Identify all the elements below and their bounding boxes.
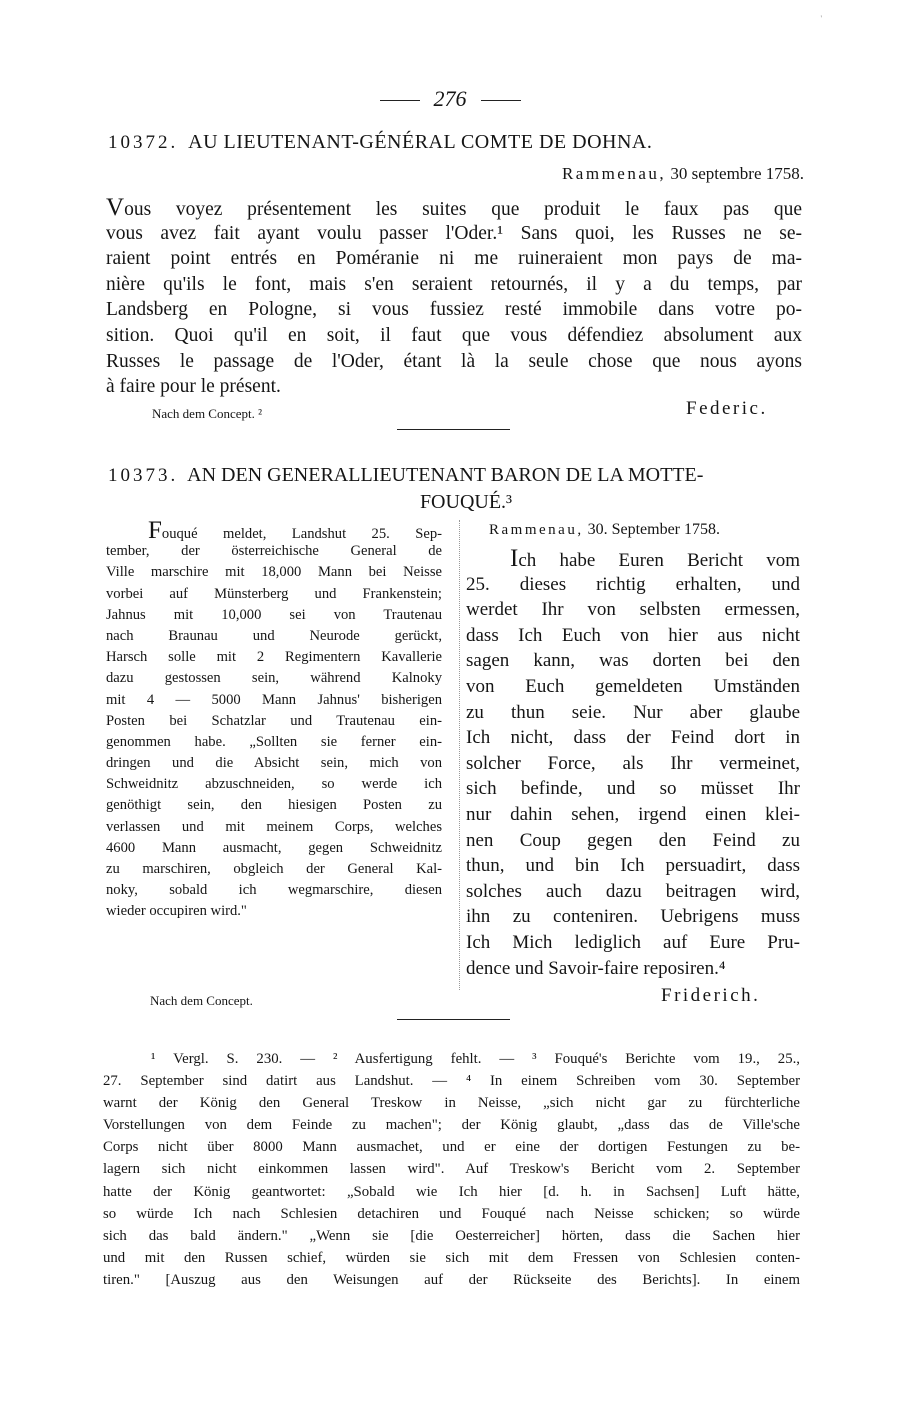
source-note: Nach dem Concept. ² [152, 406, 263, 421]
margin-mark: ' [820, 14, 822, 23]
footnote-line: lagern sich nicht einkommen lassen wird". Auf Treskow's Bericht vom 2. September [103, 1161, 800, 1178]
letter-body [106, 195, 802, 400]
body-line: dence und Savoir-faire reposiren.⁴ [466, 957, 726, 979]
summary-line: Harsch solle mit 2 Regimentern Kavallerie [106, 649, 442, 666]
summary-line: zu marschiren, obgleich der General Kal- [106, 861, 442, 877]
body-line: zu thun seie. Nur aber glaube [466, 701, 800, 723]
body-line: nur dahin sehen, irgend einen klei- [466, 803, 800, 825]
summary-line: Fouqué meldet, Landshut 25. Sep- [148, 517, 442, 544]
summary-line: vorbei auf Münsterberg und Frankenstein; [106, 585, 442, 602]
summary-line: verlassen und mit meinem Corps, welches [106, 818, 442, 835]
body-line: Ich Mich lediglich auf Eure Pru- [466, 931, 800, 953]
summary-line: Ville marschire mit 18,000 Mann bei Neisse [106, 564, 442, 581]
body-line: thun, und bin Ich persuadirt, dass [466, 855, 800, 877]
body-line: nen Coup gegen den Feind zu [466, 829, 800, 851]
body-line: Landsberg en Pologne, si vous fussiez resté immobile dans votre po- [106, 299, 802, 321]
body-line: sagen kann, was dorten bei den [466, 650, 800, 672]
dateline-date: 30 septembre 1758. [670, 164, 804, 183]
footnote-line: Vorstellungen von dem Feinde zu machen"; der König glaubt, „dass das de Ville'sche [103, 1117, 800, 1134]
body-line: ihn zu conteniren. Uebrigens muss [466, 906, 800, 928]
body-line: raient point entrés en Poméranie ni me ruineraient mon pays de ma- [106, 248, 802, 270]
body-line: solcher Force, als Ihr vermeinet, [466, 752, 800, 774]
letter-recipient: AU LIEUTENANT-GÉNÉRAL COMTE DE DOHNA. [188, 131, 653, 153]
summary-line: genommen habe. „Sollten sie ferner ein- [106, 733, 442, 750]
body-line: vous avez fait ayant voulu passer l'Oder.¹ Sans quoi, les Russes ne se- [106, 222, 802, 244]
letter-recipient-cont: FOUQUÉ.³ [419, 491, 513, 513]
footnote-line: warnt der König den General Treskow in Neisse, „sich nicht gar zu fürchterliche [103, 1095, 800, 1112]
dateline-place: Rammenau, [561, 164, 667, 183]
body-line: 25. dieses richtig erhalten, und [466, 573, 800, 595]
summary-line: genöthigt sein, den hiesigen Posten zu [106, 797, 442, 814]
footnote-line: so würde Ich nach Schlesien detachiren und Fouqué nach Neisse schicken; so würde [103, 1205, 800, 1222]
initial-capital: I [510, 545, 519, 572]
summary-line: nach Braunau und Neurode gerückt, [106, 627, 442, 644]
letter-heading [108, 131, 652, 154]
section-divider [397, 429, 510, 430]
letter-heading [108, 462, 804, 515]
body-line: Vous voyez présentement les suites que produit le faux pas que [106, 194, 802, 221]
summary-line: wieder occupiren wird." [106, 903, 247, 920]
column-divider [459, 520, 460, 990]
footnote-line: ¹ Vergl. S. 230. — ² Ausfertigung fehlt. — ³ Fouqué's Berichte vom 19., 25., [151, 1051, 800, 1067]
page-number-dash-left [380, 100, 420, 101]
summary-line: noky, sobald ich wegmarschire, diesen [106, 882, 442, 899]
initial-capital: V [106, 194, 125, 221]
summary-line: mit 4 — 5000 Mann Jahnus' bisherigen [106, 691, 442, 708]
dateline-date: 30. September 1758. [587, 521, 720, 538]
page-number [0, 86, 900, 112]
summary-line: Posten bei Schatzlar und Trautenau ein- [106, 712, 442, 729]
footnote-line: und mit den Russen schief, würden sie sich mit dem Fressen von Schlesien conten- [103, 1249, 800, 1266]
letter-heading-line [108, 462, 804, 489]
footnote-line: tiren." [Auszug aus den Weisungen auf der Rückseite des Berichts]. In einem [103, 1271, 800, 1288]
source-note: Nach dem Concept. [150, 993, 253, 1008]
footnote-line: 27. September sind datirt aus Landshut. — ⁴ In einem Schreiben vom 30. September [103, 1073, 800, 1090]
body-line: nière qu'ils le font, mais s'en seraient retournés, il y a du temps, par [106, 273, 802, 295]
summary-column [106, 517, 442, 923]
body-line: sich befinde, und so müsset Ihr [466, 778, 800, 800]
letter-body [466, 546, 800, 981]
body-line: Russes le passage de l'Oder, étant là la seule chose que nous ayons [106, 350, 802, 372]
footnotes [103, 1048, 800, 1291]
signature: Federic. [686, 398, 768, 419]
section-divider [397, 1019, 510, 1020]
body-line: sition. Quoi qu'il en soit, il faut que vous défendiez absolument aux [106, 324, 802, 346]
body-line: à faire pour le présent. [106, 376, 281, 398]
footnote-line: hatte der König geantwortet: „Sobald wie Ich hier [d. h. in Sachsen] Luft hätte, [103, 1183, 800, 1200]
dateline-place: Rammenau, [489, 522, 584, 538]
summary-line: dazu gestossen sein, während Kalnoky [106, 670, 442, 687]
letter-number: 10373. [108, 465, 179, 486]
page-number-dash-right [481, 100, 521, 101]
footnote-line: sich das bald ändern." „Wenn sie [die Oesterreicher] hörten, dass die Sachen hier [103, 1227, 800, 1244]
body-line: werdet Ihr von selbsten ermessen, [466, 599, 800, 621]
letter-recipient: AN DEN GENERALLIEUTENANT BARON DE LA MOTTE- [187, 464, 704, 486]
body-line: dass Ich Euch von hier aus nicht [466, 624, 800, 646]
letter-number: 10372. [108, 132, 179, 153]
body-line: von Euch gemeldeten Umständen [466, 675, 800, 697]
summary-line: Jahnus mit 10,000 sei von Trautenau [106, 606, 442, 623]
body-line: solches auch dazu beitragen wird, [466, 880, 800, 902]
page-number-text: 276 [433, 86, 467, 111]
letter-dateline [489, 521, 720, 539]
summary-line: 4600 Mann ausmacht, gegen Schweidnitz [106, 839, 442, 856]
footnote-line: Corps nicht über 8000 Mann ausmachet, und er eine der dortigen Festungen zu be- [103, 1139, 800, 1156]
summary-line: Schweidnitz abzuschneiden, so werde ich [106, 776, 442, 793]
summary-line: dringen und die Absicht sein, mich von [106, 755, 442, 772]
summary-line: tember, der österreichische General de [106, 543, 442, 560]
signature: Friderich. [661, 985, 761, 1006]
body-line: Ich habe Euren Bericht vom [510, 545, 800, 572]
body-line: Ich nicht, dass der Feind dort in [466, 727, 800, 749]
initial-capital: F [148, 517, 162, 544]
letter-dateline [562, 164, 804, 184]
